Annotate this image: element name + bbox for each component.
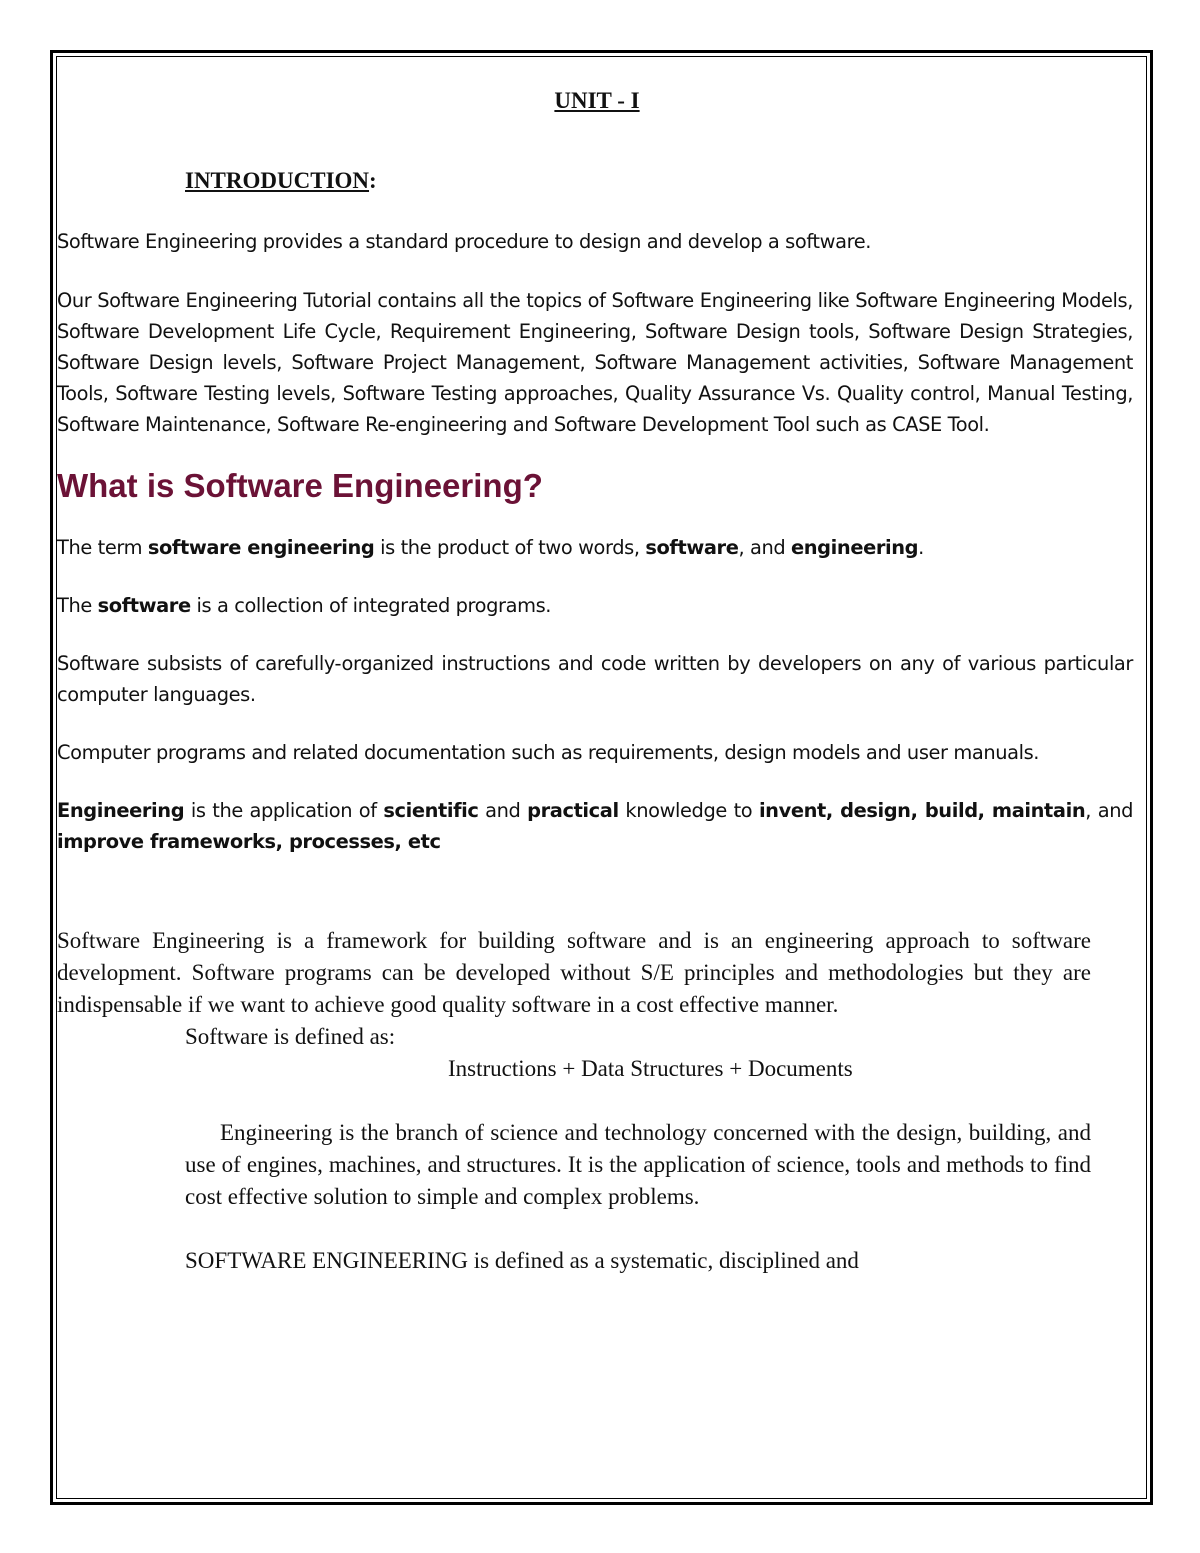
- se-defined: SOFTWARE ENGINEERING is defined as a systematic, disciplined and: [185, 1248, 859, 1273]
- unit-title: UNIT - I: [554, 88, 640, 113]
- intro-heading-colon: :: [369, 168, 377, 193]
- engineering-sentence: [57, 795, 1133, 857]
- software-sentence: [57, 590, 1133, 621]
- text-run: .: [918, 536, 924, 559]
- engineering-branch-paragraph: [185, 1117, 1091, 1213]
- programs-paragraph: Computer programs and related documentation such as requirements, design models and user manuals.: [57, 741, 1040, 764]
- text-run: is a collection of integrated programs.: [190, 594, 552, 617]
- text-run: Engineering is the branch of science and technology concerned with the design, building, and use of engines, machines, and structures. It is the application of science, tools and methods to find cost effective solution to simple and complex problems.: [185, 1120, 1091, 1209]
- bold-run: improve frameworks, processes, etc: [57, 830, 441, 853]
- framework-paragraph: Software Engineering is a framework for building software and is an engineering approach to software development. Software programs can be developed without S/E principles and methodologies but they are indispensable if we want to achieve good quality software in a cost effective manner.: [57, 928, 1091, 1017]
- bold-run: invent, design, build, maintain: [758, 799, 1086, 822]
- bold-run: Engineering: [57, 799, 185, 822]
- bold-run: practical: [527, 799, 619, 822]
- text-run: knowledge to: [618, 799, 759, 822]
- intro-line: Software Engineering provides a standard procedure to design and develop a software.: [57, 230, 872, 253]
- text-run: is the application of: [184, 799, 384, 822]
- text-run: is the product of two words,: [374, 536, 646, 559]
- bold-run: software engineering: [147, 536, 375, 559]
- defined-as: Software is defined as:: [185, 1024, 396, 1049]
- bold-run: engineering: [791, 536, 919, 559]
- intro-heading: INTRODUCTION: [185, 168, 370, 193]
- bold-run: scientific: [383, 799, 479, 822]
- text-run: The term: [57, 536, 148, 559]
- bold-run: software: [97, 594, 191, 617]
- bold-run: software: [645, 536, 739, 559]
- text-run: and: [478, 799, 528, 822]
- formula: Instructions + Data Structures + Documents: [448, 1056, 853, 1081]
- subsists-paragraph: Software subsists of carefully-organized instructions and code written by developers on any of various particular computer languages.: [57, 652, 1133, 706]
- intro-heading-line: [185, 166, 1133, 196]
- text-run: , and: [738, 536, 792, 559]
- tutorial-paragraph: Our Software Engineering Tutorial contains all the topics of Software Engineering like Software Engineering Models, Software Development Life Cycle, Requirement Engineering, Software Design tools, Software Design Strategies, Software Design levels, Software Project Management, Software Management activities, Software Management Tools, Software Testing levels, Software Testing approaches, Quality Assurance Vs. Quality control, Manual Testing, Software Maintenance, Software Re-engineering and Software Development Tool such as CASE Tool.: [57, 289, 1133, 436]
- text-run: , and: [1085, 799, 1133, 822]
- what-is-heading: What is Software Engineering?: [57, 467, 543, 504]
- term-sentence: [57, 532, 1133, 563]
- document-body: [57, 88, 1133, 1277]
- text-run: The: [57, 594, 98, 617]
